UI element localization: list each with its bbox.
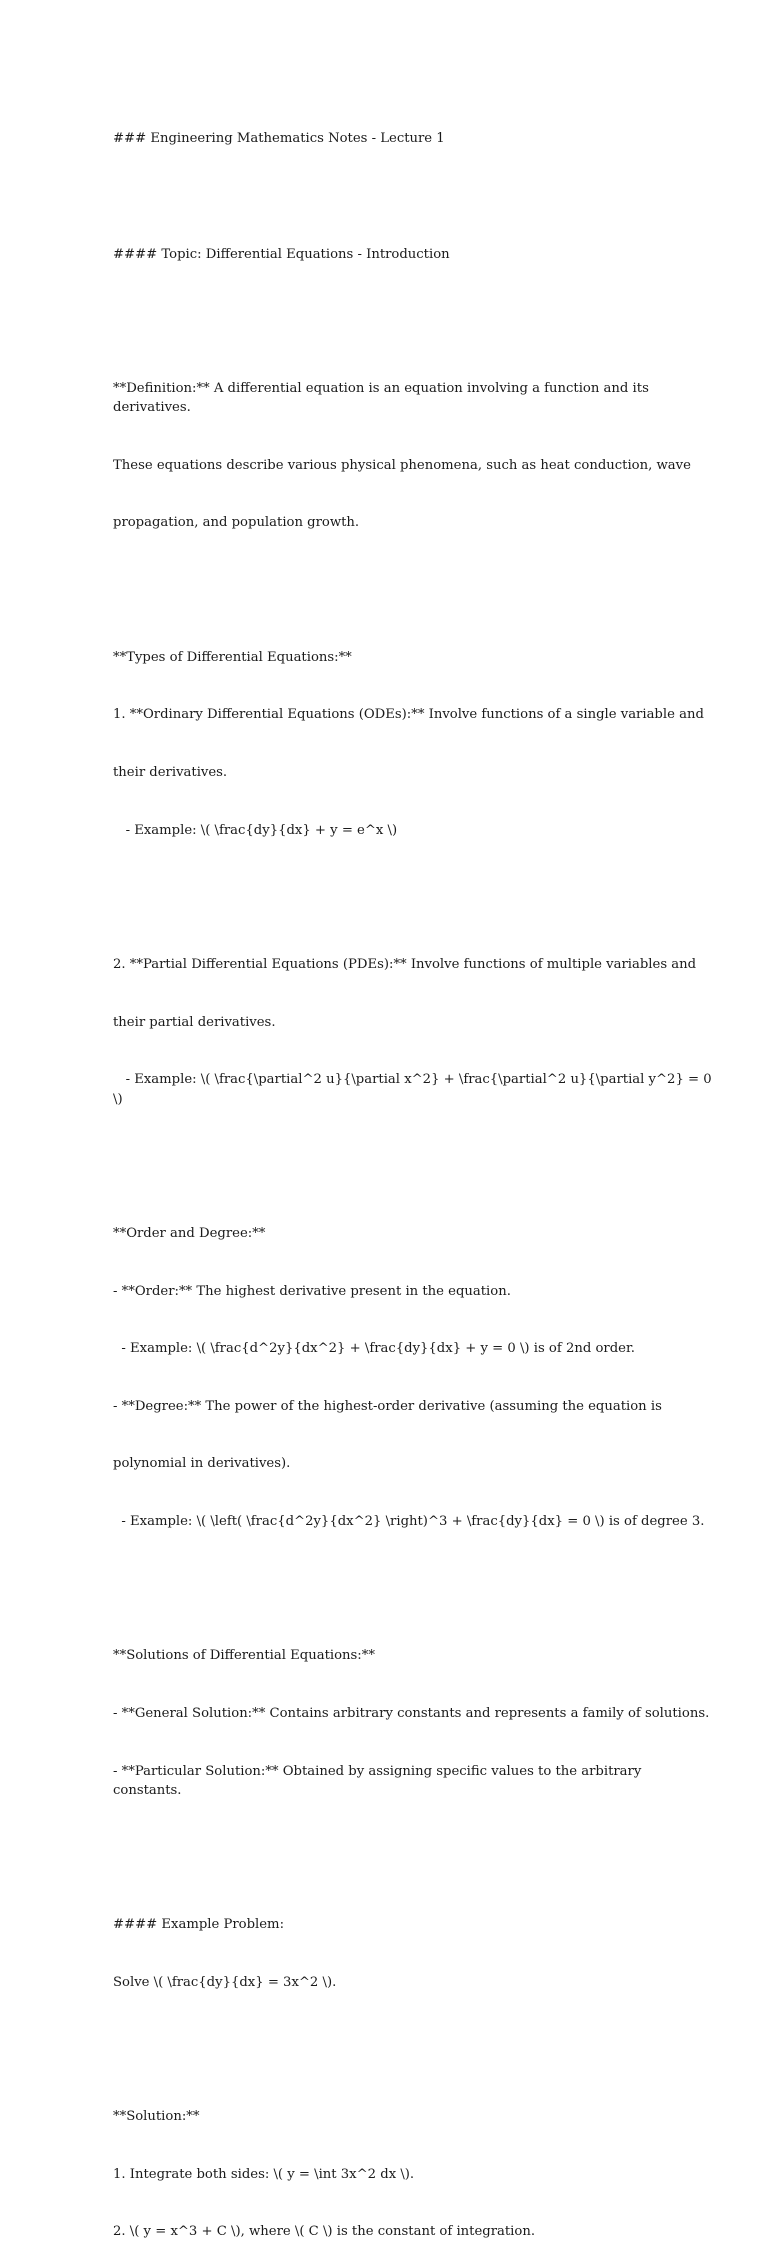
document-title: ### Engineering Mathematics Notes - Lecture 1 [113, 131, 445, 147]
example-heading: #### Example Problem: [113, 1917, 285, 1933]
order-degree-line: - Example: \( \frac{d^2y}{dx^2} + \frac{dy}{dx} + y = 0 \) is of 2nd order. [113, 1341, 635, 1357]
spacer [113, 878, 713, 897]
types-heading: **Types of Differential Equations:** [113, 649, 352, 665]
definition-line: These equations describe various physical phenomena, such as heat conduction, wave [113, 457, 691, 473]
spacer [113, 302, 713, 321]
order-degree-line: - **Order:** The highest derivative present in the equation. [113, 1283, 511, 1299]
spacer [113, 1570, 713, 1589]
spacer [113, 1147, 713, 1166]
solutions-heading: **Solutions of Differential Equations:** [113, 1648, 375, 1664]
ode-line: their derivatives. [113, 765, 228, 781]
solution-step: 1. Integrate both sides: \( y = \int 3x^2 dx \). [113, 2166, 415, 2182]
topic-heading: #### Topic: Differential Equations - Introduction [113, 246, 450, 262]
solutions-line: - **Particular Solution:** Obtained by assigning specific values to the arbitrary constants. [113, 1763, 646, 1798]
pde-example: - Example: \( \frac{\partial^2 u}{\partial x^2} + \frac{\partial^2 u}{\partial y^2} = 0 \) [113, 1072, 716, 1107]
spacer [113, 571, 713, 590]
ode-example: - Example: \( \frac{dy}{dx} + y = e^x \) [113, 822, 398, 838]
ode-line: 1. **Ordinary Differential Equations (ODEs):** Involve functions of a single variable and [113, 707, 704, 723]
document-page [113, 91, 716, 2261]
order-degree-heading: **Order and Degree:** [113, 1225, 266, 1241]
pde-line: their partial derivatives. [113, 1014, 276, 1030]
definition-line: **Definition:** A differential equation is an equation involving a function and its derivatives. [113, 381, 654, 416]
order-degree-line: - Example: \( \left( \frac{d^2y}{dx^2} \right)^3 + \frac{dy}{dx} = 0 \) is of degree 3. [113, 1513, 705, 1529]
order-degree-line: - **Degree:** The power of the highest-order derivative (assuming the equation is [113, 1398, 662, 1414]
solution-step: 2. \( y = x^3 + C \), where \( C \) is the constant of integration. [113, 2224, 536, 2240]
solution-heading: **Solution:** [113, 2109, 200, 2125]
solutions-line: - **General Solution:** Contains arbitrary constants and represents a family of solutions. [113, 1705, 710, 1721]
example-problem: Solve \( \frac{dy}{dx} = 3x^2 \). [113, 1974, 337, 1990]
pde-line: 2. **Partial Differential Equations (PDEs):** Involve functions of multiple variables and [113, 957, 697, 973]
order-degree-line: polynomial in derivatives). [113, 1456, 291, 1472]
spacer [113, 187, 713, 206]
spacer [113, 2030, 713, 2049]
definition-line: propagation, and population growth. [113, 515, 360, 531]
spacer [113, 1838, 713, 1857]
